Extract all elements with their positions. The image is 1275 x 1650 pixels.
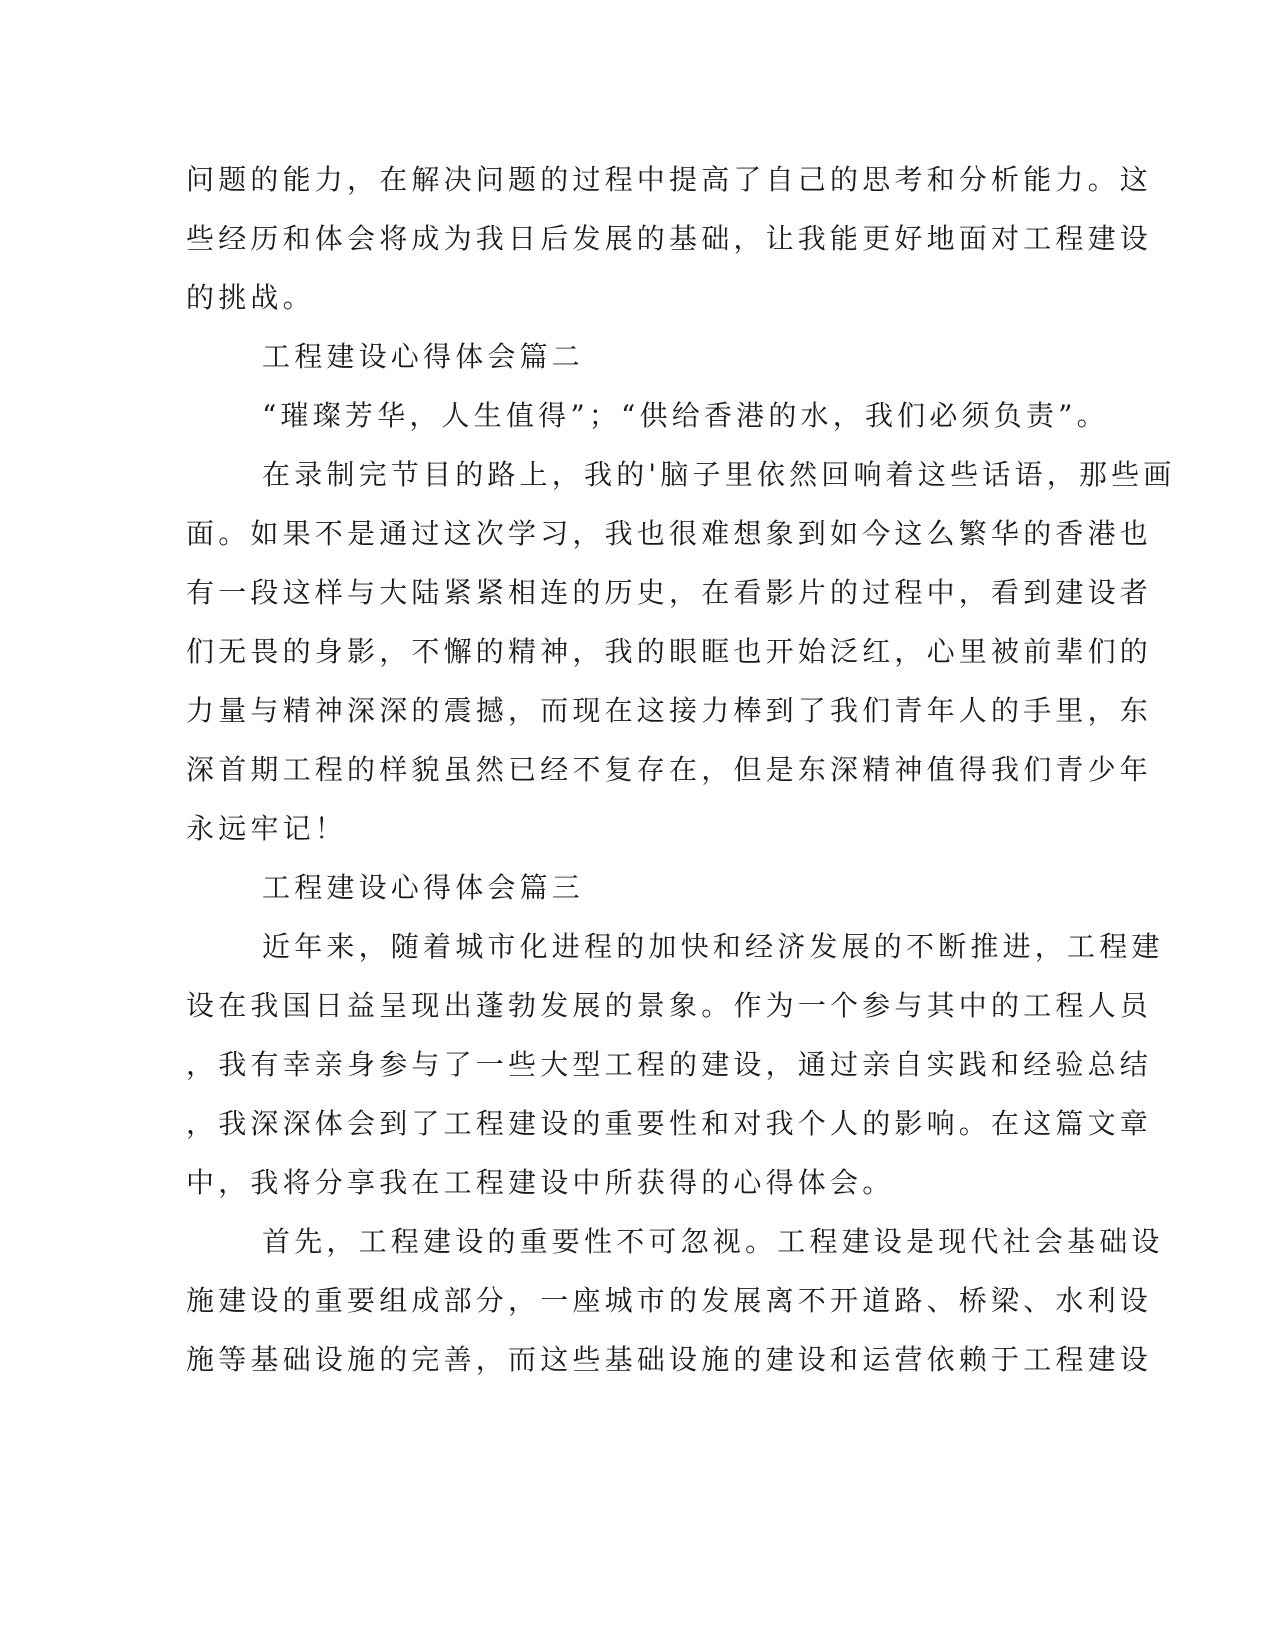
paragraph-first-line: 在录制完节目的路上，我的'脑子里依然回响着这些话语，那些画: [262, 458, 1176, 491]
quote-line: “璀璨芳华，人生值得”；“供给香港的水，我们必须负责”。: [262, 399, 1109, 432]
text-line: 中，我将分享我在工程建设中所获得的心得体会。: [186, 1166, 895, 1199]
paragraph-first-line: 首先，工程建设的重要性不可忽视。工程建设是现代社会基础设: [262, 1225, 1164, 1258]
text-line: 力量与精神深深的震撼，而现在这接力棒到了我们青年人的手里，东: [186, 694, 1153, 727]
text-line: 设在我国日益呈现出蓬勃发展的景象。作为一个参与其中的工程人员: [186, 989, 1153, 1022]
text-line: 面。如果不是通过这次学习，我也很难想象到如今这么繁华的香港也: [186, 517, 1153, 550]
text-line: 些经历和体会将成为我日后发展的基础，让我能更好地面对工程建设: [186, 222, 1153, 255]
text-line: 永远牢记！: [186, 812, 348, 845]
section-heading: 工程建设心得体会篇二: [262, 340, 585, 373]
paragraph-first-line: 近年来，随着城市化进程的加快和经济发展的不断推进，工程建: [262, 930, 1164, 963]
text-line: 问题的能力，在解决问题的过程中提高了自己的思考和分析能力。这: [186, 163, 1153, 196]
text-line: 的挑战。: [186, 281, 315, 314]
text-line: 们无畏的身影，不懈的精神，我的眼眶也开始泛红，心里被前辈们的: [186, 635, 1153, 668]
text-line: ，我有幸亲身参与了一些大型工程的建设，通过亲自实践和经验总结: [186, 1048, 1153, 1081]
text-line: 施等基础设施的完善，而这些基础设施的建设和运营依赖于工程建设: [186, 1343, 1153, 1376]
text-line: 深首期工程的样貌虽然已经不复存在，但是东深精神值得我们青少年: [186, 753, 1153, 786]
text-line: ，我深深体会到了工程建设的重要性和对我个人的影响。在这篇文章: [186, 1107, 1153, 1140]
section-heading: 工程建设心得体会篇三: [262, 871, 585, 904]
text-line: 施建设的重要组成部分，一座城市的发展离不开道路、桥梁、水利设: [186, 1284, 1153, 1317]
text-line: 有一段这样与大陆紧紧相连的历史，在看影片的过程中，看到建设者: [186, 576, 1153, 609]
